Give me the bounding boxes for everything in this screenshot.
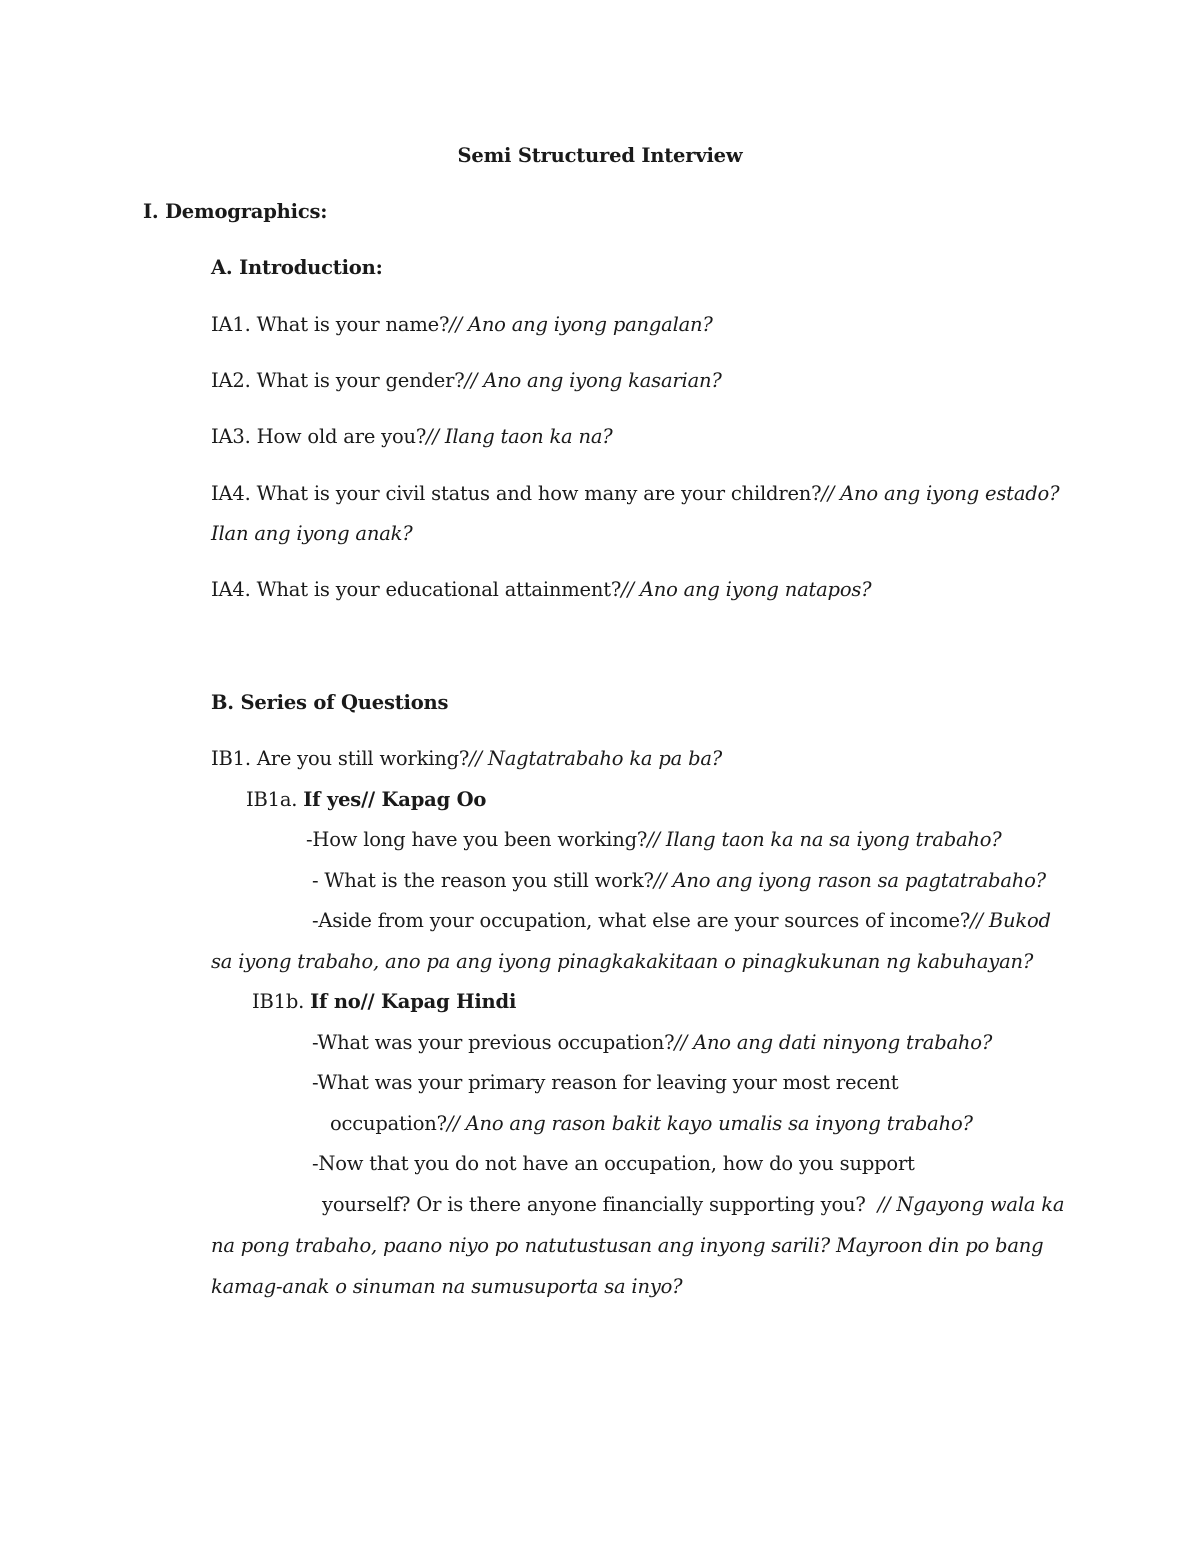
question-translation: // Ngayong wala ka xyxy=(877,1193,1065,1216)
question-ib1b-item-3-continued xyxy=(322,1192,1064,1218)
question-translation: // Ano ang dati ninyong trabaho? xyxy=(674,1031,993,1054)
question-translation: // Ilang taon ka na? xyxy=(426,425,613,448)
question-translation: // Ano ang iyong natapos? xyxy=(621,578,872,601)
question-text: IA3. How old are you? xyxy=(211,425,427,448)
question-ib1a-item-1 xyxy=(306,827,1002,853)
question-prefix: IB1b. xyxy=(252,990,311,1013)
question-translation: // Nagtatrabaho ka pa ba? xyxy=(469,747,723,770)
question-ia2 xyxy=(211,368,722,394)
question-ib1a-item-3 xyxy=(312,908,1051,934)
question-text: yourself? Or is there anyone financially supporting you? xyxy=(322,1193,878,1216)
question-translation-continued: na pong trabaho, paano niyo po natutustusan ang inyong sarili? Mayroon din po bang xyxy=(211,1234,1044,1257)
question-translation: // Bukod xyxy=(970,909,1051,932)
question-ib1 xyxy=(211,746,722,772)
question-ib1b-item-3: -Now that you do not have an occupation, how do you support xyxy=(312,1152,915,1175)
question-text: -What was your previous occupation? xyxy=(312,1031,675,1054)
question-ib1b-item-2: -What was your primary reason for leaving your most recent xyxy=(312,1071,899,1094)
question-translation: // Ano ang iyong pangalan? xyxy=(449,313,713,336)
question-ib1b-heading xyxy=(252,989,516,1015)
question-translation: // Ano ang rason bakit kayo umalis sa inyong trabaho? xyxy=(446,1112,973,1135)
question-text: IB1. Are you still working? xyxy=(211,747,470,770)
question-ib1b-item-2-continued xyxy=(330,1111,973,1137)
question-translation-continued: sa iyong trabaho, ano pa ang iyong pinagkakakitaan o pinagkukunan ng kabuhayan? xyxy=(211,950,1034,973)
question-translation: // Ano ang iyong estado? xyxy=(821,482,1060,505)
question-translation: // Ilang taon ka na sa iyong trabaho? xyxy=(647,828,1002,851)
question-translation-continued: kamag-anak o sinuman na sumusuporta sa inyo? xyxy=(211,1275,683,1298)
subsection-heading-introduction: A. Introduction: xyxy=(211,256,383,279)
question-text: IA2. What is your gender? xyxy=(211,369,465,392)
subsection-heading-series-of-questions: B. Series of Questions xyxy=(211,691,449,714)
question-text: occupation? xyxy=(330,1112,447,1135)
question-text: IA1. What is your name? xyxy=(211,313,450,336)
question-translation-continued: Ilan ang iyong anak? xyxy=(211,522,413,545)
section-heading-demographics: I. Demographics: xyxy=(143,200,328,223)
question-ia3 xyxy=(211,424,613,450)
question-ia1 xyxy=(211,312,713,338)
question-ia4-civil-status xyxy=(211,481,1059,507)
question-prefix: IB1a. xyxy=(246,788,304,811)
question-text: IA4. What is your civil status and how many are your children? xyxy=(211,482,822,505)
question-ib1a-item-2 xyxy=(312,868,1046,894)
question-text: - What is the reason you still work? xyxy=(312,869,654,892)
question-ib1b-item-1 xyxy=(312,1030,992,1056)
question-condition: If yes// Kapag Oo xyxy=(303,788,487,811)
question-ia4-education xyxy=(211,577,871,603)
question-text: -How long have you been working? xyxy=(306,828,648,851)
document-title: Semi Structured Interview xyxy=(457,144,743,167)
question-text: IA4. What is your educational attainment? xyxy=(211,578,622,601)
question-translation: // Ano ang iyong kasarian? xyxy=(464,369,722,392)
question-text: -Aside from your occupation, what else are your sources of income? xyxy=(312,909,971,932)
question-ib1a-heading xyxy=(246,787,486,813)
question-condition: If no// Kapag Hindi xyxy=(310,990,517,1013)
question-translation: // Ano ang iyong rason sa pagtatrabaho? xyxy=(653,869,1046,892)
